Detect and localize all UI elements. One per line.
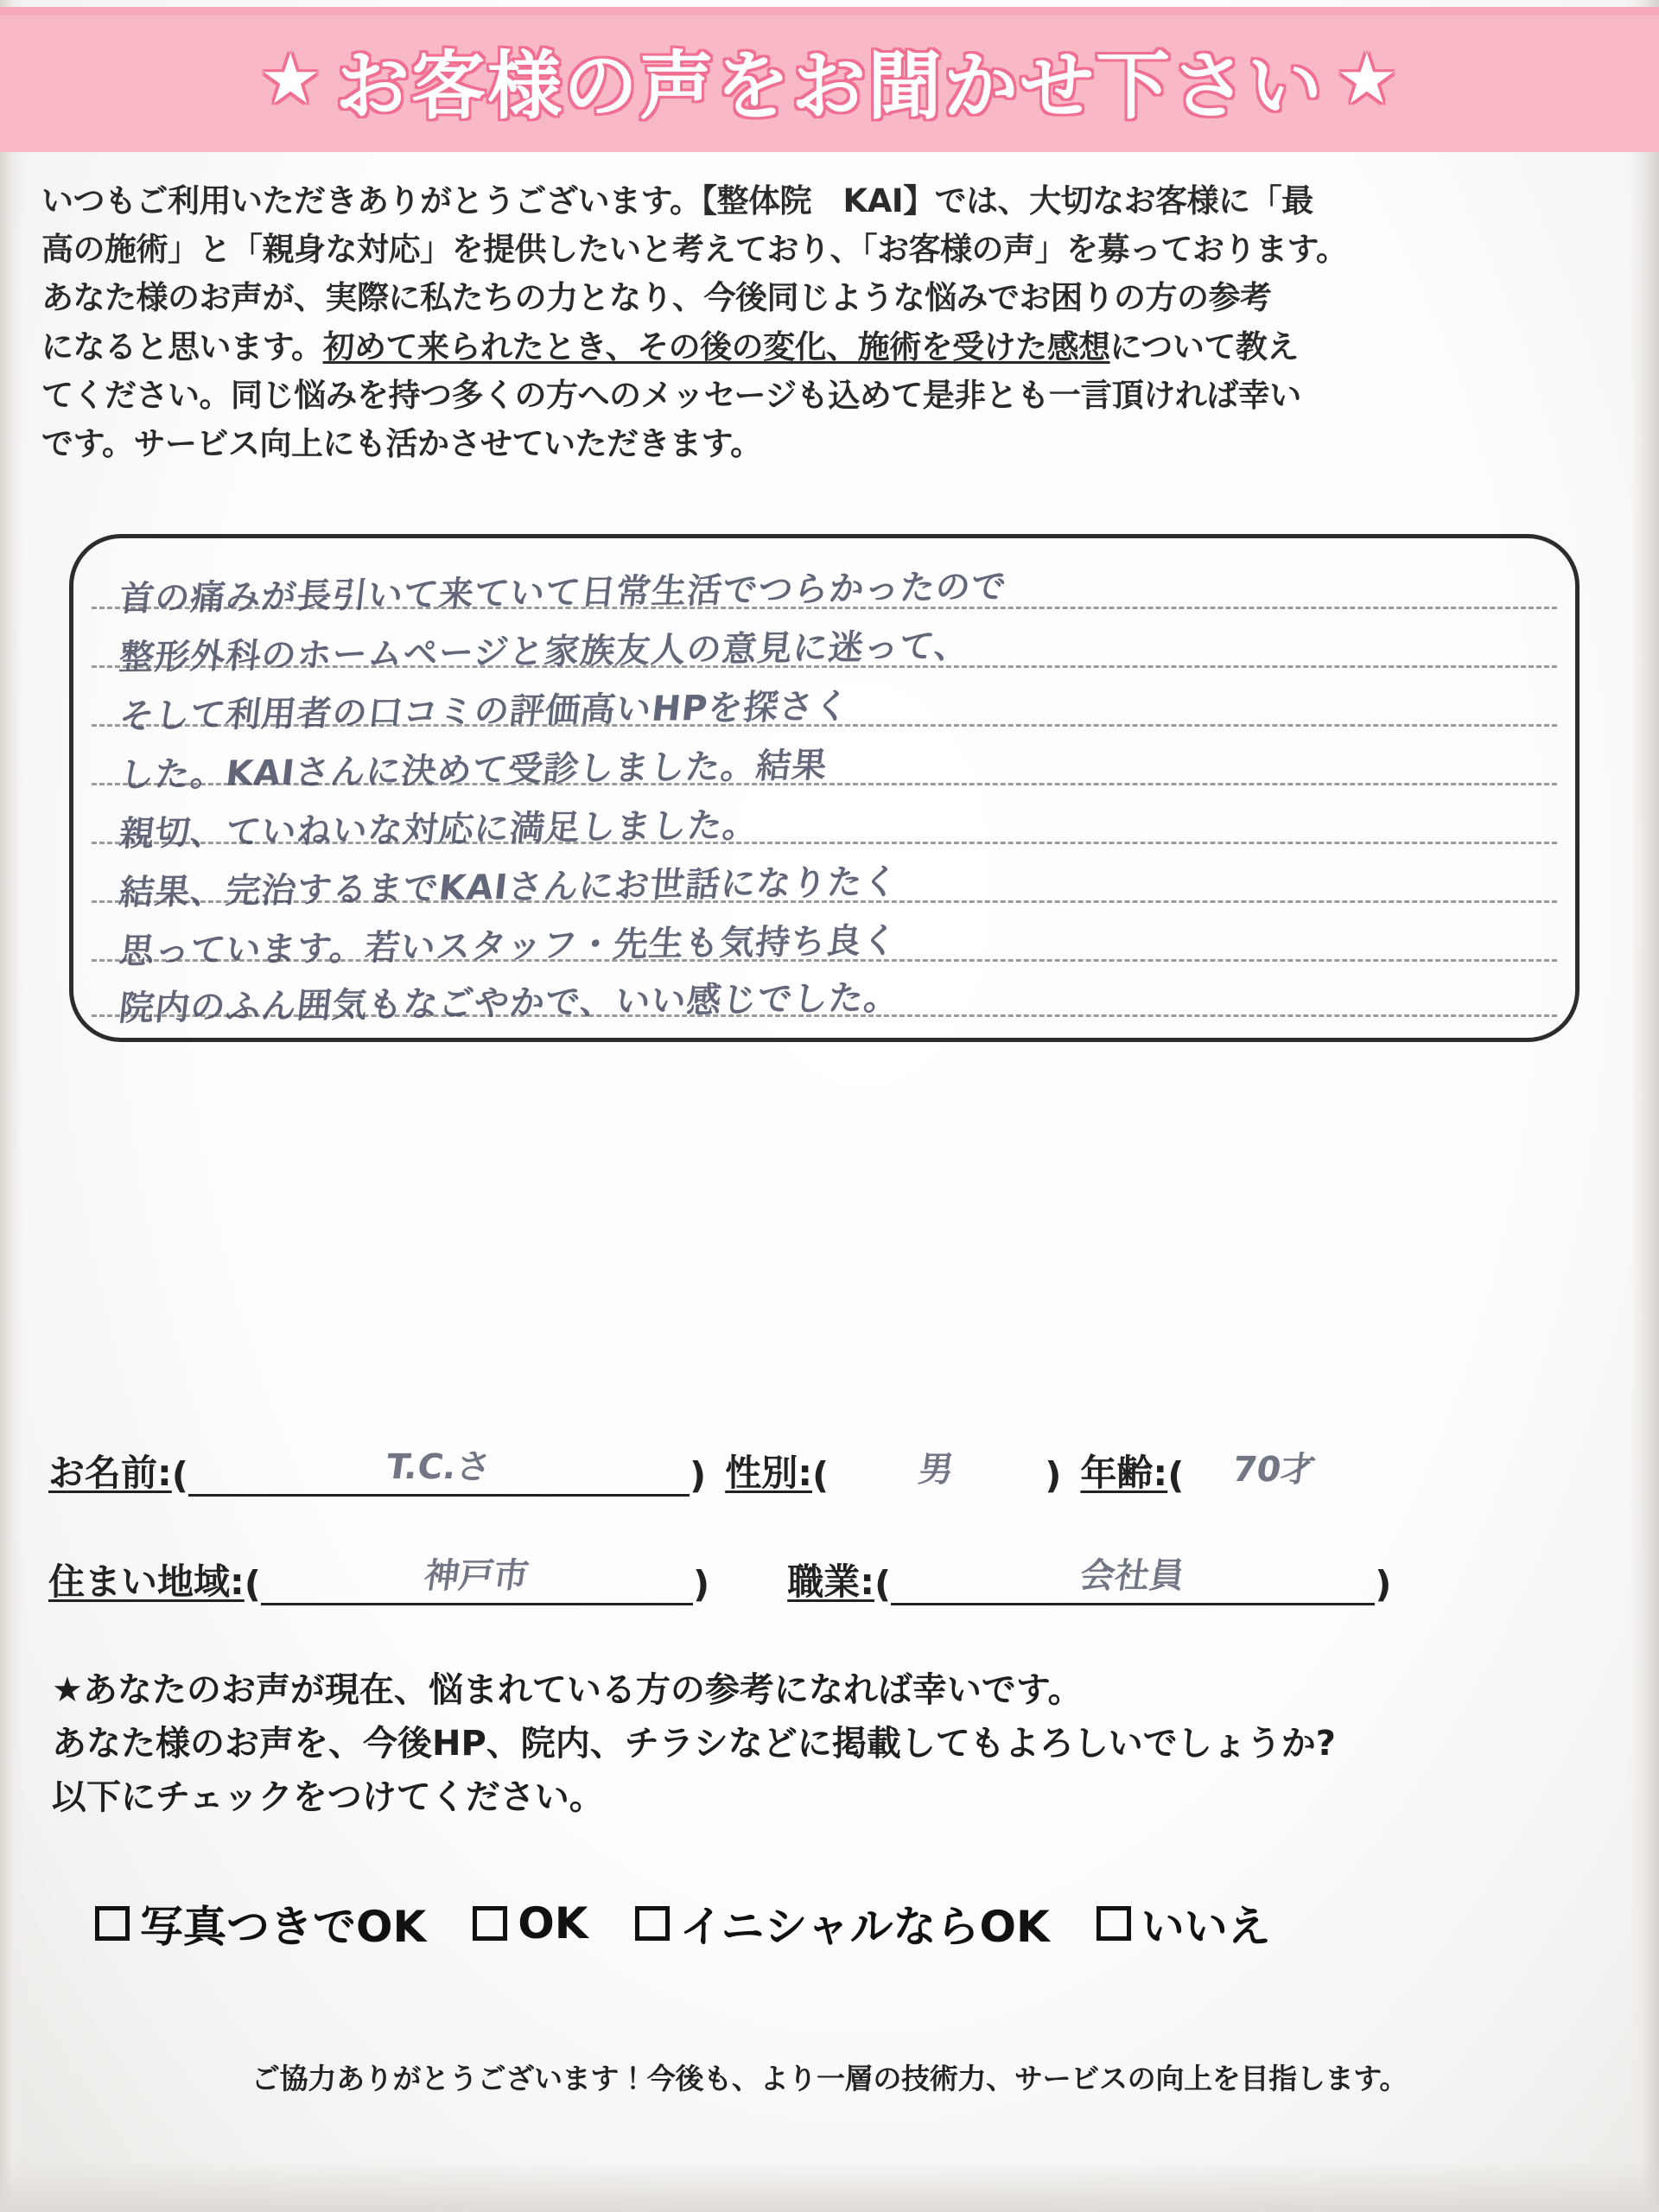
age-field[interactable] <box>1184 1450 1365 1497</box>
checkbox-label: イニシャルならOK <box>679 1902 1050 1952</box>
star-icon-right: ★ <box>1336 39 1400 119</box>
testimonial-box <box>69 534 1580 1042</box>
paren-close: ) <box>1045 1454 1062 1497</box>
handwriting-line: 思っています。若いスタッフ・先生も気持ち良く <box>117 920 900 972</box>
name-field[interactable] <box>188 1447 690 1497</box>
paren-close: ) <box>693 1563 710 1605</box>
paren-open: ( <box>874 1563 892 1605</box>
paper-edge-right <box>1630 0 1659 2212</box>
field-row-personal <box>48 1445 1612 1497</box>
consent-line-2: あなた様のお声を、今後HP、院内、チラシなどに掲載してもよろしいでしょうか? <box>52 1724 1336 1764</box>
intro-line-4 <box>41 323 1621 372</box>
handwriting-line: 結果、完治するまでKAIさんにお世話になりたく <box>117 861 901 913</box>
star-icon-left: ★ <box>259 39 323 119</box>
paren-close: ) <box>1375 1563 1392 1605</box>
intro-line-1: いつもご利用いただきありがとうございます。【整体院 KAI】では、大切なお客様に「最 <box>41 182 1313 219</box>
checkbox-label: OK <box>518 1898 588 1948</box>
checkbox-option-photo-ok[interactable] <box>95 1892 426 1955</box>
checkbox-option-ok[interactable] <box>473 1898 588 1948</box>
area-value: 神戸市 <box>422 1556 531 1596</box>
consent-block <box>52 1663 1607 1824</box>
handwriting-line: 親切、ていねいな対応に満足しました。 <box>117 805 760 855</box>
intro-line-3: あなた様のお声が、実際に私たちの力となり、今後同じような悩みでお困りの方の参考 <box>41 279 1272 317</box>
checkbox-label: 写真つきでOK <box>140 1902 427 1952</box>
name-label: お名前: <box>48 1452 172 1494</box>
checkbox-icon[interactable] <box>473 1906 507 1941</box>
job-label: 職業: <box>787 1560 874 1603</box>
intro-emphasis: 初めて来られたとき、その後の変化、施術を受けた感想 <box>322 327 1110 365</box>
handwriting-line: そして利用者の口コミの評価高いHPを探さく <box>117 686 852 737</box>
paren-open: ( <box>812 1454 830 1497</box>
checkbox-label: いいえ <box>1141 1902 1271 1952</box>
checkbox-option-no[interactable] <box>1096 1892 1271 1955</box>
handwriting-line: 首の痛みが長引いて来ていて日常生活でつらかったので <box>117 567 1009 620</box>
name-value: T.C.さ <box>383 1447 494 1487</box>
paper-edge-bottom <box>0 2160 1659 2212</box>
gender-field[interactable] <box>829 1450 1045 1497</box>
intro-line-4-post: について教え <box>1109 327 1299 365</box>
field-row-area-job <box>48 1554 1612 1605</box>
header-banner <box>0 7 1659 152</box>
checkbox-icon[interactable] <box>635 1906 670 1941</box>
paren-close: ) <box>690 1454 707 1497</box>
checkbox-icon[interactable] <box>1096 1906 1131 1941</box>
intro-line-2: 高の施術」と「親身な対応」を提供したいと考えており、「お客様の声」を募っております。 <box>41 231 1348 269</box>
intro-line-4-pre: になると思います。 <box>41 327 323 365</box>
paren-open: ( <box>1167 1454 1185 1497</box>
gender-label: 性別: <box>725 1452 812 1494</box>
consent-line-1: ★あなたのお声が現在、悩まれている方の参考になれば幸いです。 <box>52 1670 1083 1710</box>
intro-line-5: てください。同じ悩みを持つ多くの方へのメッセージも込めて是非とも一言頂ければ幸い <box>41 376 1301 414</box>
page-title <box>259 26 1399 133</box>
handwriting-line: した。KAIさんに決めて受診しました。結果 <box>117 746 830 796</box>
area-field[interactable] <box>261 1556 693 1605</box>
handwriting-line: 整形外科のホームページと家族友人の意見に迷って、 <box>117 626 972 678</box>
job-field[interactable] <box>891 1556 1375 1605</box>
intro-line-6: です。サービス向上にも活かさせていただきます。 <box>41 425 762 463</box>
checkbox-icon[interactable] <box>95 1906 130 1941</box>
paper-edge-left <box>0 0 22 2212</box>
job-value: 会社員 <box>1077 1556 1187 1596</box>
area-label: 住まい地域: <box>48 1560 245 1603</box>
consent-line-3: 以下にチェックをつけてください。 <box>52 1777 604 1817</box>
checkbox-option-initials-ok[interactable] <box>635 1892 1050 1955</box>
gender-value: 男 <box>916 1450 957 1490</box>
consent-options <box>95 1892 1616 1955</box>
age-label: 年齢: <box>1080 1452 1168 1494</box>
paren-open: ( <box>244 1563 261 1605</box>
handwriting-line: 院内のふん囲気もなごやかで、いい感じでした。 <box>117 977 902 1029</box>
paren-open: ( <box>171 1454 188 1497</box>
page-title-text: お客様の声をお聞かせ下さい <box>335 43 1324 130</box>
footer-note: ご協力ありがとうございます！今後も、より一層の技術力、サービスの向上を目指します。 <box>251 2062 1408 2095</box>
age-value: 70才 <box>1230 1450 1319 1490</box>
intro-paragraph <box>41 177 1621 468</box>
